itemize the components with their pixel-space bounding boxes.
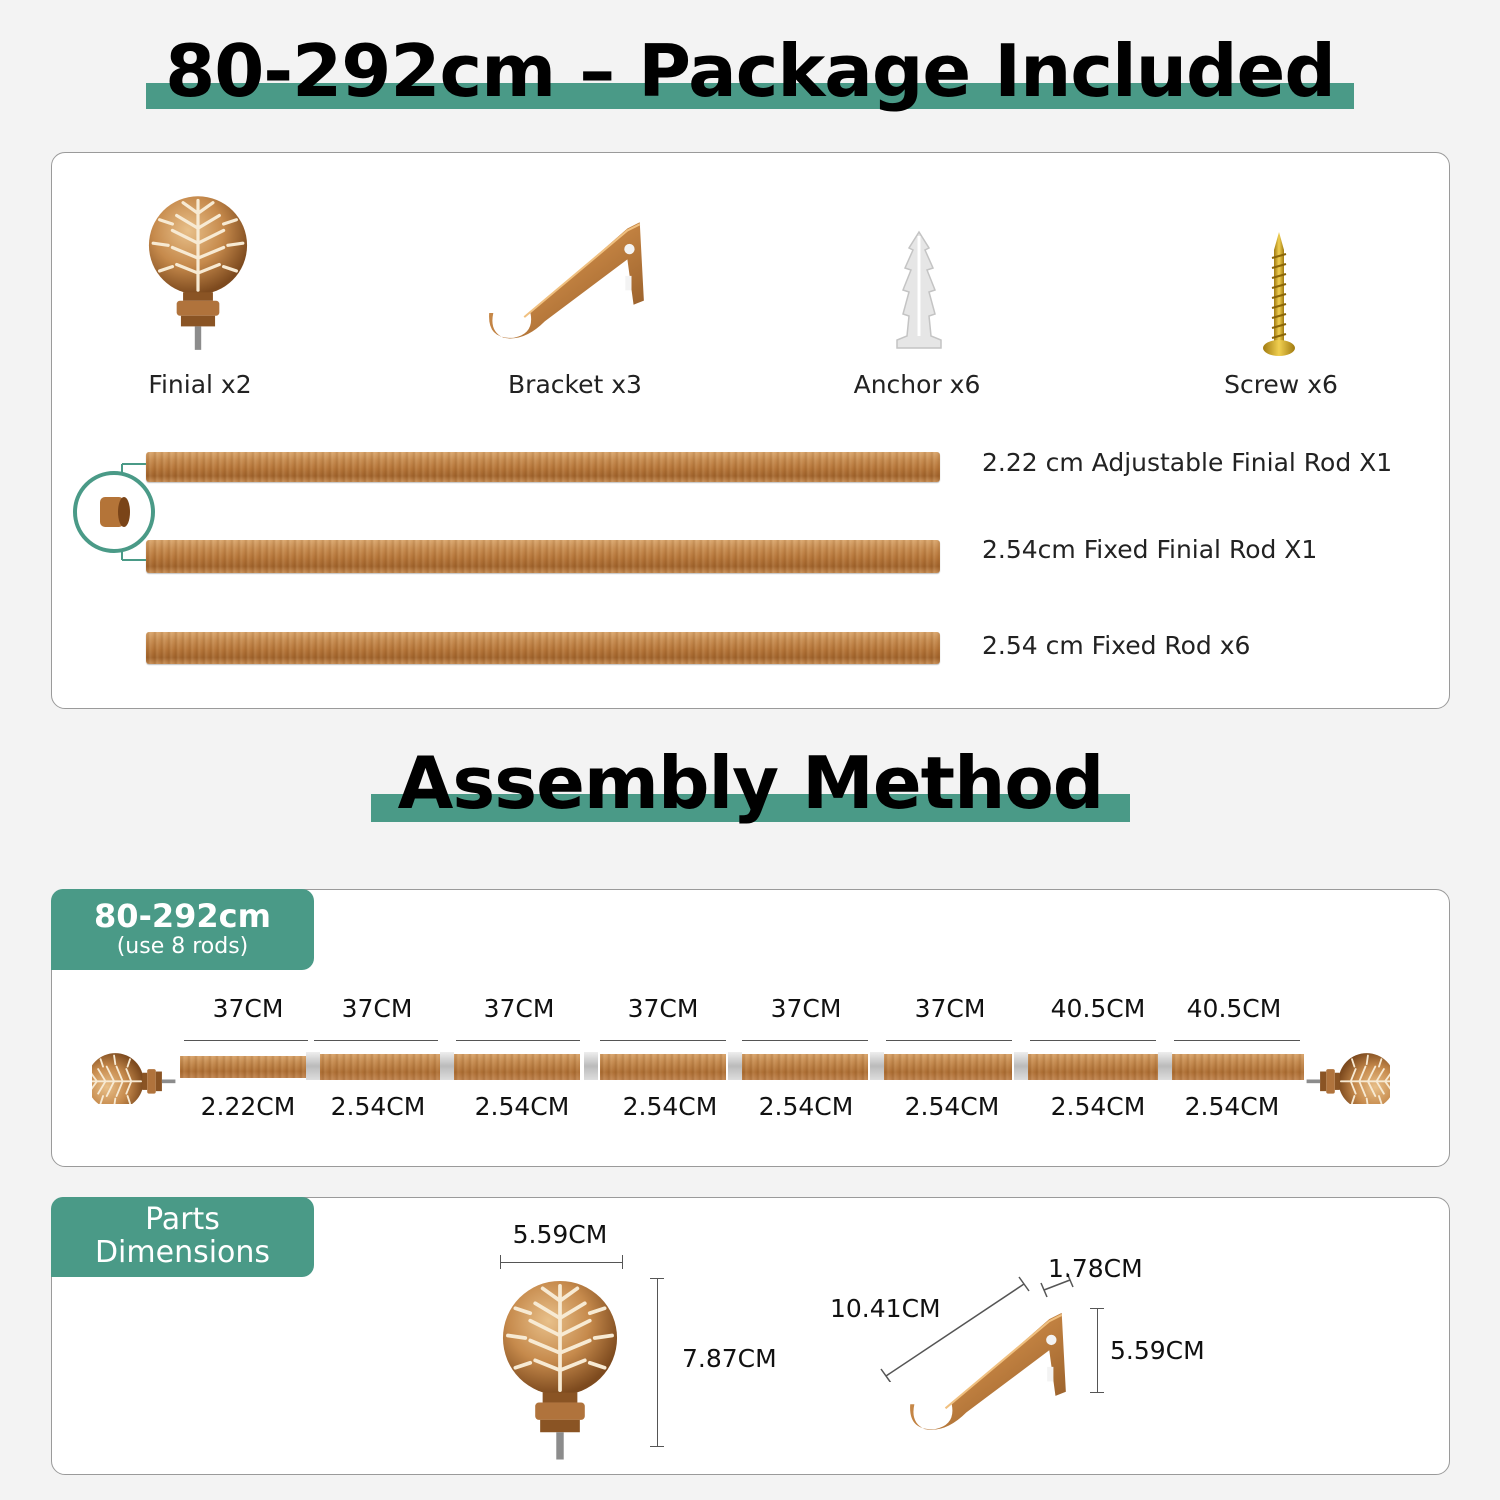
dim-tick: [650, 1278, 664, 1279]
assembled-seg-4: [600, 1054, 726, 1080]
joint: [728, 1052, 742, 1080]
right-finial-icon: [1298, 1028, 1390, 1104]
fixed-rod: [146, 632, 940, 664]
assembled-seg-8: [1172, 1054, 1304, 1080]
diameter-label: 2.54CM: [622, 1092, 718, 1121]
diameter-label: 2.54CM: [1184, 1092, 1280, 1121]
assembled-seg-2: [314, 1054, 440, 1080]
length-label: 37CM: [770, 994, 842, 1023]
finial-icon: [142, 192, 254, 352]
diameter-label: 2.54CM: [474, 1092, 570, 1121]
left-finial-icon: [92, 1028, 184, 1104]
range-sub: (use 8 rods): [116, 934, 249, 959]
assembled-seg-3: [454, 1054, 580, 1080]
assembled-seg-7: [1028, 1054, 1158, 1080]
assembly-range-tag: [51, 889, 314, 970]
length-label: 40.5CM: [1186, 994, 1282, 1023]
diameter-label: 2.54CM: [904, 1092, 1000, 1121]
parts-dimensions-tag: [51, 1197, 314, 1277]
joint: [584, 1052, 598, 1080]
item-label-anchor: Anchor x6: [853, 370, 981, 399]
dim-line: [886, 1040, 1012, 1041]
bracket-dimension-lines: [878, 1272, 1078, 1382]
dim-tick: [1090, 1308, 1104, 1309]
rod-end-detail-icon: [70, 460, 160, 564]
assembly-title: Assembly Method: [397, 741, 1104, 825]
joint: [1158, 1052, 1172, 1080]
joint: [306, 1052, 320, 1080]
dim-line: [1030, 1040, 1156, 1041]
assembled-seg-1: [180, 1056, 308, 1078]
finial-width-line: [500, 1262, 622, 1263]
dim-line: [1174, 1040, 1300, 1041]
dim-tick: [650, 1446, 664, 1447]
assembled-seg-6: [884, 1054, 1012, 1080]
rod-label-fixed-finial: 2.54cm Fixed Finial Rod X1: [982, 535, 1318, 564]
finial-dimension-icon: [496, 1276, 624, 1462]
bracket-height-label: 5.59CM: [1110, 1336, 1205, 1365]
joint: [870, 1052, 884, 1080]
dim-tick: [500, 1255, 501, 1269]
length-label: 37CM: [483, 994, 555, 1023]
parts-tag-line2: Dimensions: [94, 1235, 271, 1270]
length-label: 37CM: [914, 994, 986, 1023]
assembly-heading: [371, 740, 1130, 826]
finial-height-line: [657, 1278, 658, 1446]
diameter-label: 2.22CM: [200, 1092, 296, 1121]
diameter-label: 2.54CM: [758, 1092, 854, 1121]
item-label-bracket: Bracket x3: [508, 370, 642, 399]
diameter-label: 2.54CM: [1050, 1092, 1146, 1121]
package-heading: [146, 28, 1354, 114]
length-label: 40.5CM: [1050, 994, 1146, 1023]
dim-tick: [1090, 1392, 1104, 1393]
bracket-icon: [483, 218, 648, 342]
rod-label-fixed: 2.54 cm Fixed Rod x6: [982, 631, 1251, 660]
screw-icon: [1262, 230, 1296, 360]
finial-height-label: 7.87CM: [682, 1344, 777, 1373]
dim-line: [314, 1040, 438, 1041]
finial-width-label: 5.59CM: [512, 1220, 608, 1249]
dim-line: [742, 1040, 868, 1041]
joint: [440, 1052, 454, 1080]
dim-tick: [622, 1255, 623, 1269]
length-label: 37CM: [212, 994, 284, 1023]
parts-tag-line1: Parts: [145, 1202, 220, 1237]
dim-line: [600, 1040, 726, 1041]
dim-line: [184, 1040, 308, 1041]
assembled-seg-5: [742, 1054, 868, 1080]
dim-line: [456, 1040, 580, 1041]
bracket-height-line: [1097, 1308, 1098, 1392]
item-label-finial: Finial x2: [148, 370, 252, 399]
diameter-label: 2.54CM: [330, 1092, 426, 1121]
bracket-depth-label: 10.41CM: [830, 1294, 941, 1323]
rod-label-adjustable: 2.22 cm Adjustable Finial Rod X1: [982, 448, 1393, 477]
item-label-screw: Screw x6: [1224, 370, 1338, 399]
package-title: 80-292cm – Package Included: [165, 29, 1335, 113]
joint: [1014, 1052, 1028, 1080]
adjustable-finial-rod: [146, 452, 940, 482]
bracket-thickness-label: 1.78CM: [1048, 1254, 1143, 1283]
package-card: [51, 152, 1450, 709]
length-label: 37CM: [341, 994, 413, 1023]
length-label: 37CM: [627, 994, 699, 1023]
range-main: 80-292cm: [94, 897, 271, 935]
anchor-icon: [895, 230, 943, 354]
fixed-finial-rod: [146, 540, 940, 573]
